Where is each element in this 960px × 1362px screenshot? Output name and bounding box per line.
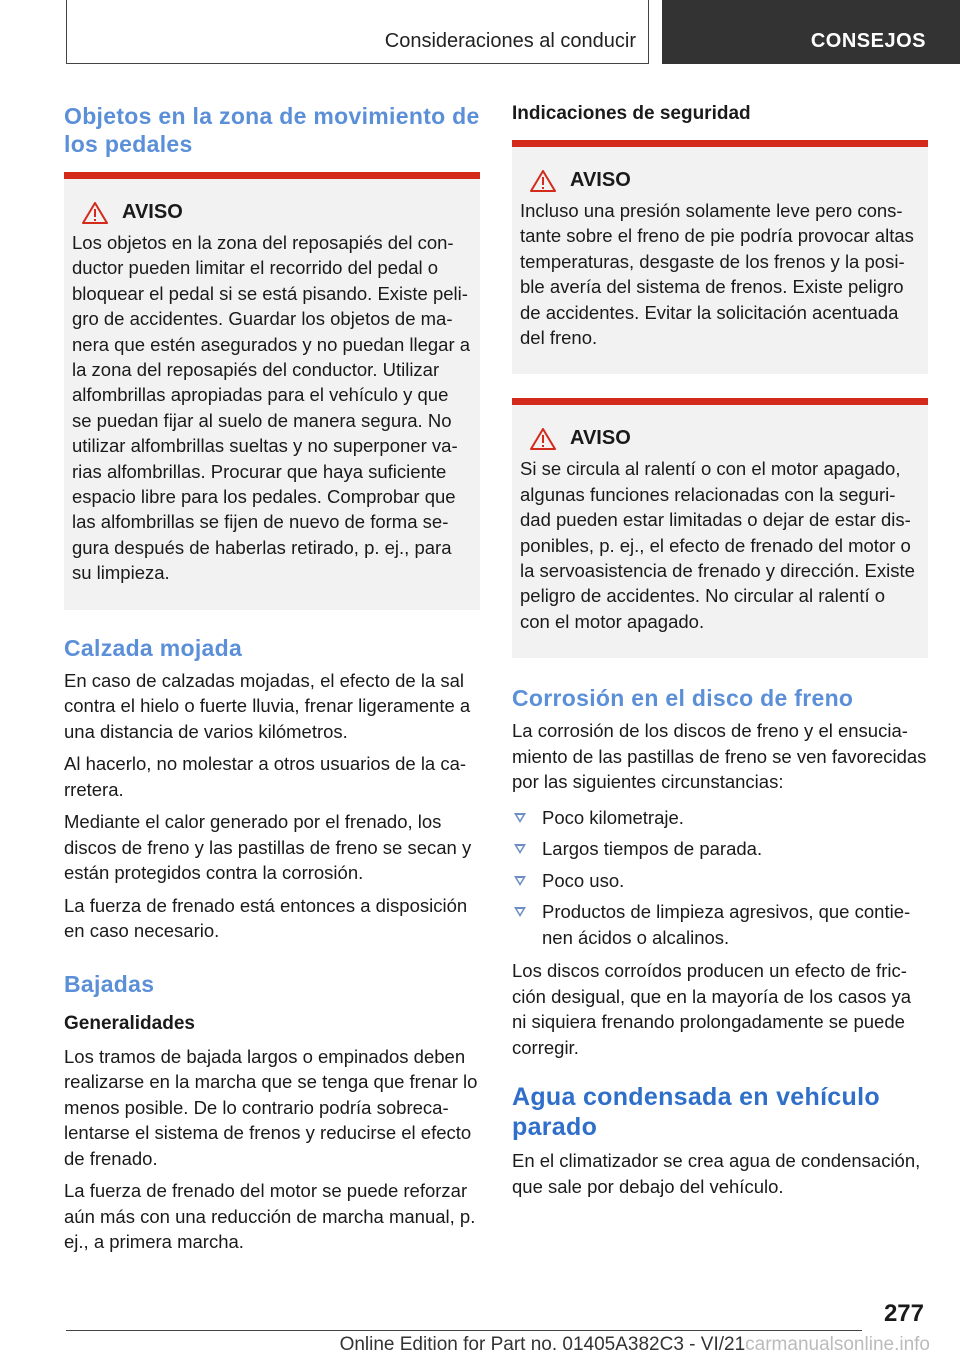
section-title-wet-road: Calzada mojada: [64, 634, 243, 661]
paragraph: Los tramos de bajada largos o empinados deben realizarse en la marcha que se tenga que frenar lo menos posible. De lo contrario podría sobrecalentarse el sistema de frenos y reducirse el efecto de frenado.: [64, 1045, 478, 1169]
list-item-text: Productos de limpieza agresivos, que contienen ácidos o alcalinos.: [542, 901, 911, 948]
watermark-text: carmanualsonline.info: [745, 1334, 930, 1355]
bullet-triangle-icon: [514, 907, 526, 917]
bullet-triangle-icon: [514, 876, 526, 886]
section-title-brake-corrosion: Corrosión en el disco de freno: [512, 685, 854, 712]
footer-divider: [66, 1330, 862, 1331]
warning-box: [64, 172, 480, 610]
list-item: [512, 899, 928, 950]
list-item: [512, 868, 928, 894]
paragraph: La fuerza de frenado está entonces a disposición en caso necesario.: [64, 894, 468, 942]
warning-label: AVISO: [570, 169, 631, 191]
section-title-downhill: Bajadas: [64, 970, 155, 997]
header-section-title: Consideraciones al conducir: [384, 30, 636, 52]
paragraph: La corrosión de los discos de freno y el ensuciamiento de las pastillas de freno se ven favorecidas por las siguientes circunstancias:: [512, 720, 927, 793]
warning-text: Incluso una presión solamente leve pero constante sobre el freno de pie podría provocar altas temperaturas, desgaste de los frenos y la posible avería del sistema de frenos. Existe peligro de accidentes. Evitar la solicitación acentuada del freno.: [520, 200, 914, 349]
list-item: [512, 805, 928, 831]
subsection-title-general: Generalidades: [64, 1012, 195, 1034]
list-item-text: Poco kilometraje.: [542, 806, 684, 828]
chapter-tab[interactable]: [662, 0, 960, 64]
warning-triangle-icon: [530, 170, 556, 192]
paragraph: La fuerza de frenado del motor se puede reforzar aún más con una reducción de marcha manual, p. ej., a primera marcha.: [64, 1180, 476, 1253]
page-number: 277: [883, 1300, 924, 1327]
edition-text: Online Edition for Part no. 01405A382C3 - VI/21: [339, 1334, 746, 1355]
warning-label: AVISO: [122, 201, 183, 223]
section-title-condensation: Agua condensada en vehículo parado: [512, 1083, 880, 1142]
paragraph: En el climatizador se crea agua de condensación, que sale por debajo del vehículo.: [512, 1150, 921, 1197]
warning-header: [530, 169, 920, 192]
section-title-pedal-objects: Objetos en la zona de movimiento de los pedales: [64, 103, 480, 157]
warning-triangle-icon: [82, 202, 108, 224]
warning-box: [512, 140, 928, 374]
warning-box: [512, 398, 928, 658]
bullet-triangle-icon: [514, 813, 526, 823]
left-column: [64, 102, 480, 1262]
header-section-box: [66, 0, 649, 64]
warning-header: [530, 427, 920, 450]
list-item: [512, 836, 928, 862]
chapter-tab-label: CONSEJOS: [810, 30, 926, 52]
footer-edition: [340, 1334, 930, 1356]
section-title-safety: Indicaciones de seguridad: [512, 103, 751, 124]
paragraph: Mediante el calor generado por el frenado, los discos de freno y las pastillas de freno se secan y están protegidos contra la corrosión.: [64, 811, 472, 884]
bullet-list: [512, 805, 928, 951]
right-column: [512, 102, 928, 1206]
paragraph: Los discos corroídos producen un efecto de fricción desigual, que en la mayoría de los casos ya ni siquiera frenando prolongadamente se puede corregir.: [512, 960, 912, 1058]
warning-label: AVISO: [570, 427, 631, 450]
list-item-text: Poco uso.: [542, 869, 625, 891]
paragraph: En caso de calzadas mojadas, el efecto de la sal contra el hielo o fuerte lluvia, frenar ligeramente a una distancia de varios kilómetros.: [64, 669, 471, 742]
warning-text: Los objetos en la zona del reposapiés del conductor pueden limitar el recorrido del pedal o bloquear el pedal si se está pisando. Existe peligro de accidentes. Guardar los objetos de manera que estén asegurados y no puedan llegar a la zona del reposapiés del conductor. Utilizar alfombrillas apropiadas para el vehículo y que se puedan fijar al suelo de manera segura. No utilizar alfombrillas sueltas y no superponer varias alfombrillas. Procurar que haya suficiente espacio libre para los pedales. Comprobar que las alfombrillas se fijen de nuevo de forma segura después de haberlas retirado, p. ej., para su limpieza.: [72, 232, 471, 584]
warning-triangle-icon: [530, 428, 556, 450]
paragraph: Al hacerlo, no molestar a otros usuarios de la carretera.: [64, 753, 467, 800]
list-item-text: Largos tiempos de parada.: [542, 838, 763, 860]
bullet-triangle-icon: [514, 844, 526, 854]
warning-text: Si se circula al ralentí o con el motor apagado, algunas funciones relacionadas con la seguridad pueden estar limitadas o dejar de estar disponibles, p. ej., el efecto de frenado del motor o la servoasistencia de frenado y dirección. Existe peligro de accidentes. No circular al ralentí o con el motor apagado.: [520, 458, 915, 632]
warning-header: [82, 201, 472, 224]
